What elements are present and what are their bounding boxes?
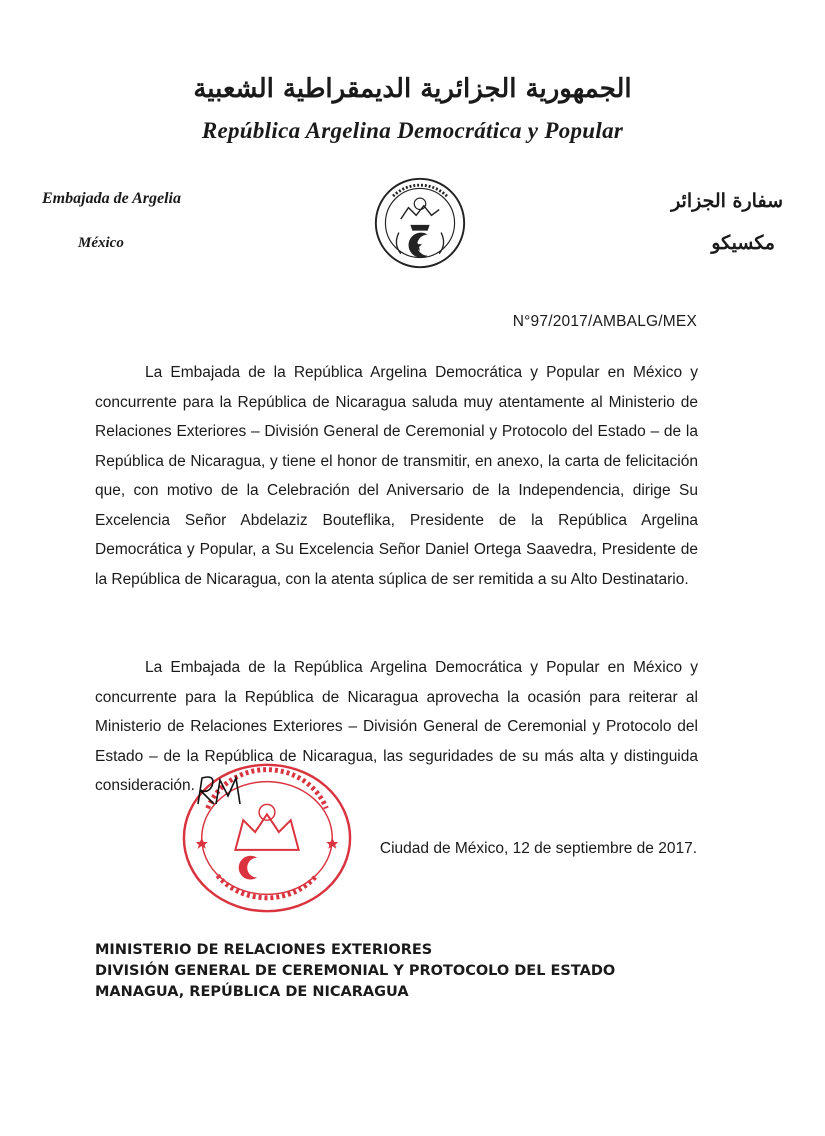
- date-line: Ciudad de México, 12 de septiembre de 2017.: [379, 840, 697, 857]
- spanish-country-title: República Argelina Democrática y Popular: [201, 118, 624, 143]
- embassy-city-es: México: [78, 235, 124, 251]
- addressee-line-2: DIVISIÓN GENERAL DE CEREMONIAL Y PROTOCOLO DEL ESTADO: [95, 963, 616, 979]
- embassy-city-ar: مكسيكو: [711, 232, 775, 254]
- embassy-name-es: Embajada de Argelia: [42, 190, 181, 207]
- paragraph-2-text: La Embajada de la República Argelina Democrática y Popular en México y concurrente para la República de Nicaragua aprovecha la ocasión para reiterar al Ministerio de Relaciones Exteriores – División General de Ceremonial y Protocolo del Estado – de la República de Nicaragua, las seguridades de su más alta y distinguida consideración.: [95, 659, 698, 794]
- signature-initials: [190, 770, 250, 810]
- arabic-country-title: الجمهورية الجزائرية الديمقراطية الشعبية: [193, 74, 632, 104]
- reference-number: N°97/2017/AMBALG/MEX: [512, 313, 697, 330]
- addressee-block: [95, 940, 615, 1003]
- algeria-emblem-icon: [372, 175, 468, 271]
- addressee-line-3: MANAGUA, REPÚBLICA DE NICARAGUA: [95, 984, 409, 1000]
- embassy-name-ar: سفارة الجزائر: [671, 190, 783, 212]
- paragraph-1-text: La Embajada de la República Argelina Democrática y Popular en México y concurrente para la República de Nicaragua saluda muy atentamente al Ministerio de Relaciones Exteriores – División General de Ceremonial y Protocolo del Estado – de la República de Nicaragua, y tiene el honor de transmitir, en anexo, la carta de felicitación que, con motivo de la Celebración del Aniversario de la Independencia, dirige Su Excelencia Señor Abdelaziz Bouteflika, Presidente de la República Argelina Democrática y Popular, a Su Excelencia Señor Daniel Ortega Saavedra, Presidente de la República de Nicaragua, con la atenta súplica de ser remitida a su Alto Destinatario.: [95, 364, 698, 588]
- addressee-line-1: MINISTERIO DE RELACIONES EXTERIORES: [95, 942, 433, 958]
- body-paragraph-1: [95, 358, 698, 594]
